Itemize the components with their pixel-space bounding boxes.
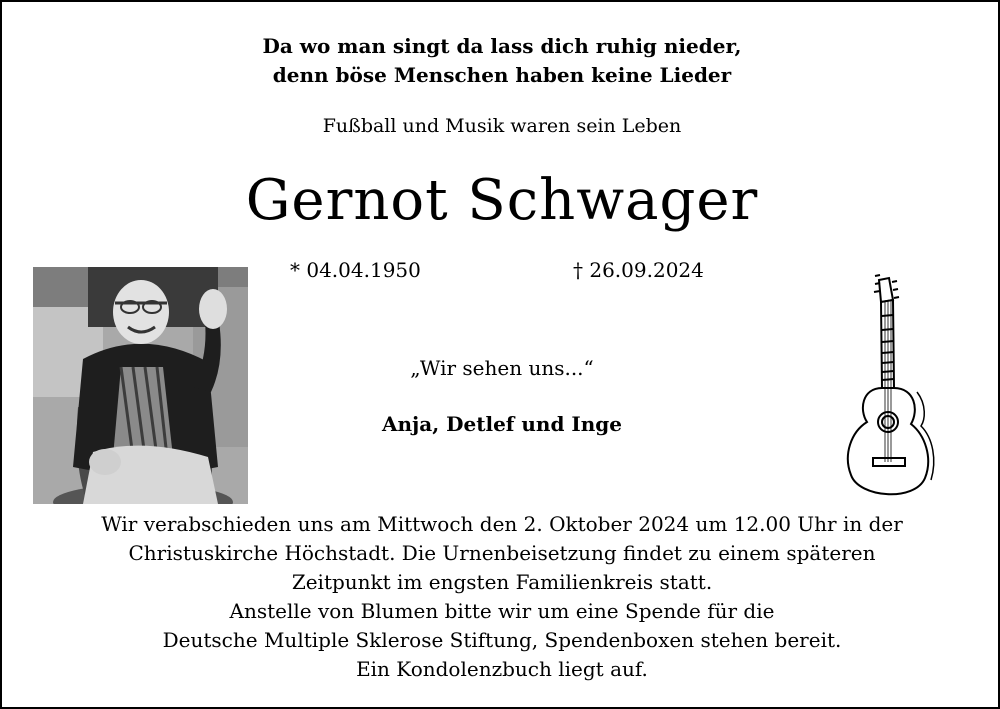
ceremony-details xyxy=(2,510,1000,684)
body-line-5: Deutsche Multiple Sklerose Stiftung, Spendenboxen stehen bereit. xyxy=(162,628,842,652)
guitar-icon xyxy=(837,270,937,505)
portrait-photo-graphic xyxy=(33,267,248,504)
body-line-6: Ein Kondolenzbuch liegt auf. xyxy=(356,657,648,681)
body-line-2: Christuskirche Höchstadt. Die Urnenbeisetzung findet zu einem späteren xyxy=(128,541,876,565)
motto xyxy=(2,32,1000,90)
birth-date: * 04.04.1950 xyxy=(290,258,421,282)
signers: Anja, Detlef und Inge xyxy=(381,412,622,436)
body-line-4: Anstelle von Blumen bitte wir um eine Spende für die xyxy=(229,599,775,623)
subtitle: Fußball und Musik waren sein Leben xyxy=(322,115,682,137)
deceased-name: Gernot Schwager xyxy=(245,168,759,233)
body-line-1: Wir verabschieden uns am Mittwoch den 2. Oktober 2024 um 12.00 Uhr in der xyxy=(101,512,903,536)
quote: „Wir sehen uns...“ xyxy=(410,356,594,380)
body-line-3: Zeitpunkt im engsten Familienkreis statt. xyxy=(291,570,713,594)
motto-line-2: denn böse Menschen haben keine Lieder xyxy=(272,63,732,87)
death-date: † 26.09.2024 xyxy=(573,258,704,282)
motto-line-1: Da wo man singt da lass dich ruhig nieder, xyxy=(262,34,742,58)
portrait-photo xyxy=(33,267,248,504)
